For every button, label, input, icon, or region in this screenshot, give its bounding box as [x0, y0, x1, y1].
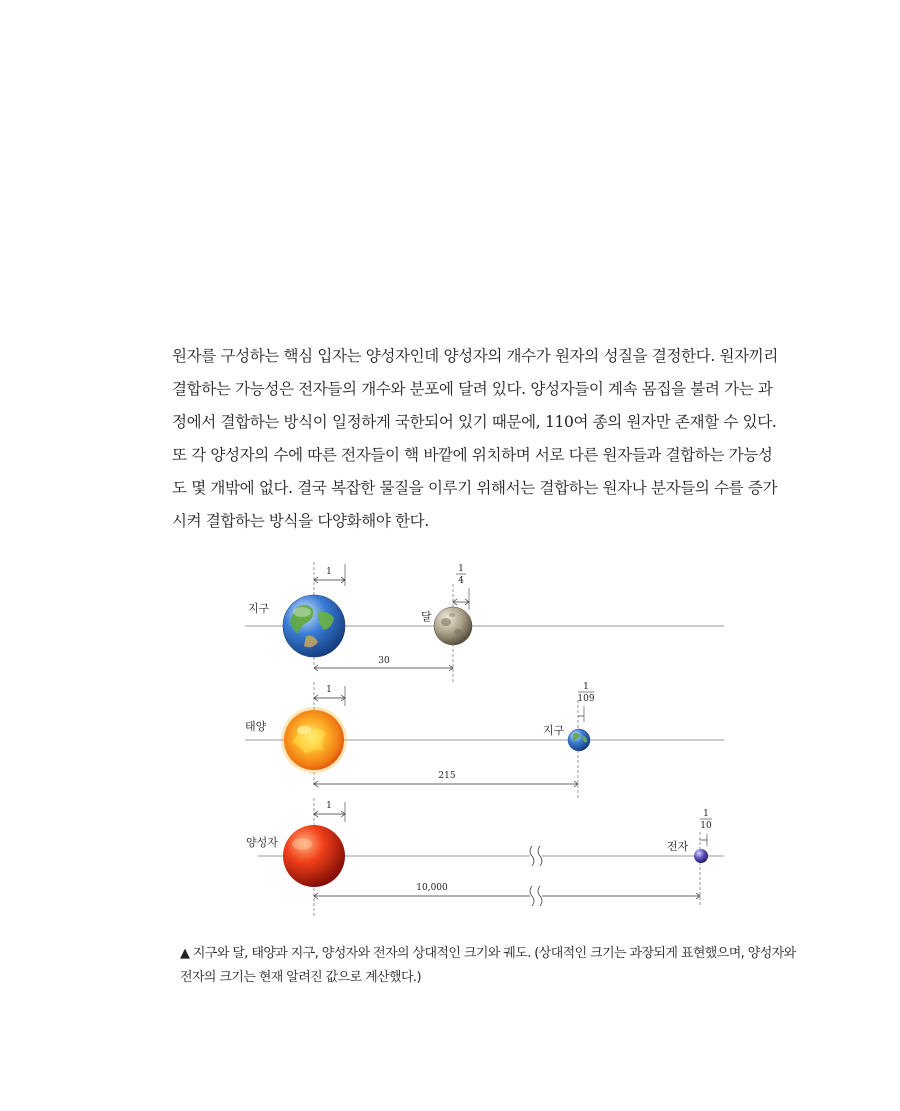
figure-caption — [180, 942, 820, 990]
paragraph-line: 원자를 구성하는 핵심 입자는 양성자인데 양성자의 개수가 원자의 성질을 결정한다. 원자끼리 — [172, 347, 779, 365]
electron-label: 전자 — [667, 840, 689, 853]
axis-break-mark — [530, 846, 534, 866]
moon-size-denominator: 4 — [458, 576, 464, 586]
sun-sphere — [281, 707, 347, 773]
axis-break-mark — [538, 846, 542, 866]
electron-sphere — [694, 849, 708, 863]
caption-line: ▲ 지구와 달, 태양과 지구, 양성자와 전자의 상대적인 크기와 궤도. (상대적인 크기는 과장되게 표현했으며, 양성자와 — [180, 946, 796, 961]
proton-electron-distance-label: 10,000 — [416, 883, 448, 893]
proton-label: 양성자 — [246, 836, 278, 849]
small-earth-sphere — [568, 729, 590, 751]
earth-sphere — [283, 595, 345, 657]
distance-break-mark — [530, 886, 534, 906]
paragraph-line: 정에서 결합하는 방식이 일정하게 국한되어 있기 때문에, 110여 종의 원자만 존재할 수 있다. — [172, 413, 777, 431]
row-proton-electron — [246, 798, 724, 918]
moon-sphere — [434, 607, 472, 645]
paragraph-line: 시켜 결합하는 방식을 다양화해야 한다. — [172, 512, 429, 530]
sun-size-label: 1 — [326, 685, 332, 695]
earth-size-numerator: 1 — [583, 682, 589, 692]
earth-size-denominator: 109 — [577, 694, 595, 704]
earth-label: 지구 — [248, 602, 270, 615]
sun-label: 태양 — [245, 720, 267, 733]
proton-sphere — [283, 825, 345, 887]
paragraph-line: 결합하는 가능성은 전자들의 개수와 분포에 달려 있다. 양성자들이 계속 몸집을 불려 가는 과 — [172, 380, 773, 398]
row-sun-earth — [245, 682, 724, 798]
earth-moon-distance-label: 30 — [378, 656, 390, 666]
paragraph-line: 도 몇 개밖에 없다. 결국 복잡한 물질을 이루기 위해서는 결합하는 원자나 분자들의 수를 증가 — [172, 479, 778, 497]
paragraph-line: 또 각 양성자의 수에 따른 전자들이 핵 바깥에 위치하며 서로 다른 원자들과 결합하는 가능성 — [172, 446, 773, 464]
earth-size-label: 1 — [326, 567, 332, 577]
row-earth-moon — [245, 562, 724, 682]
electron-size-denominator: 10 — [700, 821, 712, 831]
body-paragraph — [172, 340, 817, 538]
sun-earth-distance-label: 215 — [438, 771, 456, 781]
caption-line: 전자의 크기는 현재 알려진 값으로 계산했다.) — [180, 970, 421, 985]
electron-size-numerator: 1 — [703, 809, 709, 819]
moon-label: 달 — [421, 610, 432, 623]
distance-break-mark — [538, 886, 542, 906]
earth-label-2: 지구 — [543, 724, 565, 737]
moon-size-numerator: 1 — [458, 564, 464, 574]
proton-size-label: 1 — [326, 801, 332, 811]
scale-diagram — [0, 550, 900, 930]
